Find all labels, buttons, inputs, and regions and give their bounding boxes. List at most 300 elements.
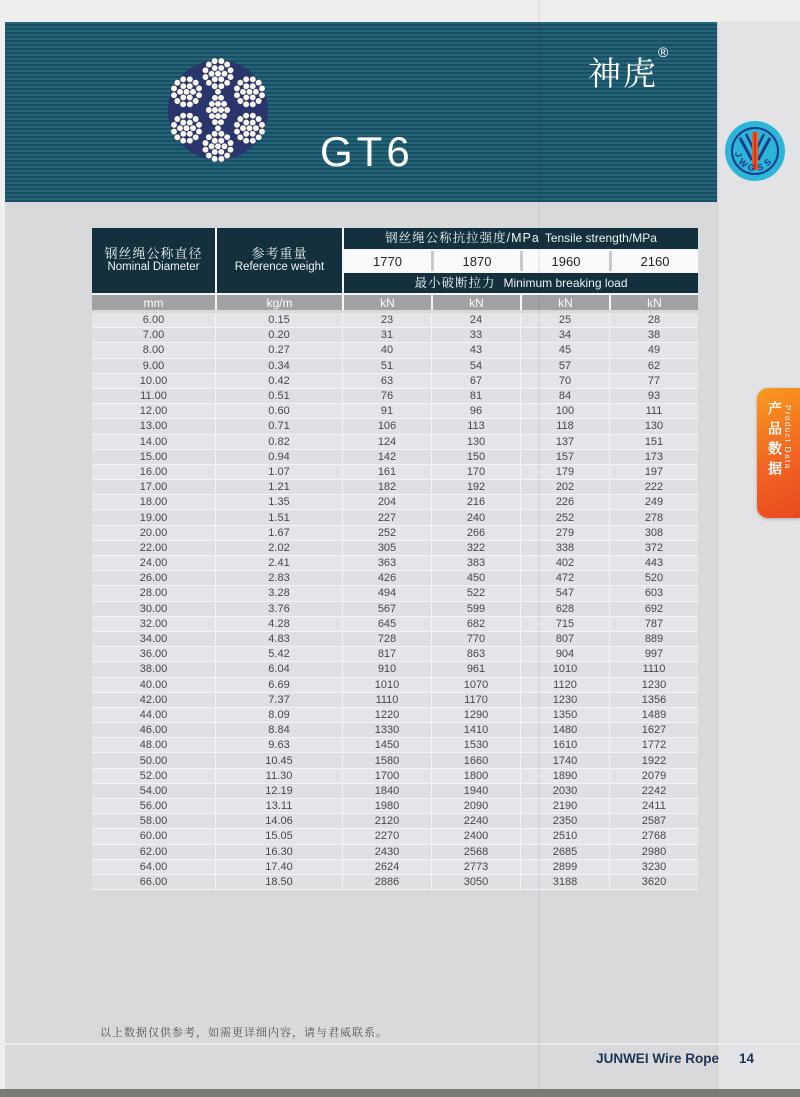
table-cell: 2430 (342, 845, 431, 859)
table-cell: 57 (520, 359, 609, 373)
table-cell: 56.00 (139, 800, 168, 813)
table-cell: 249 (609, 495, 698, 509)
table-cell: 17.40 (215, 860, 342, 874)
table-cell: 44.00 (139, 708, 168, 721)
table-cell: 0.20 (215, 328, 342, 342)
unit-kn-1: kN (342, 295, 431, 310)
table-cell: 4.83 (215, 632, 342, 646)
table-row (92, 602, 698, 617)
tab-label-en: Product Data (783, 405, 792, 470)
table-cell: 64.00 (139, 860, 168, 873)
table-cell: 472 (520, 571, 609, 585)
svg-text:S: S (761, 156, 774, 168)
table-cell: 26.00 (139, 572, 168, 585)
table-cell: 9.00 (142, 359, 165, 372)
table-cell: 3230 (609, 860, 698, 874)
table-cell: 692 (609, 602, 698, 616)
table-cell: 0.51 (215, 389, 342, 403)
table-cell: 11.00 (140, 390, 167, 403)
table-row (92, 465, 698, 480)
table-row (92, 586, 698, 601)
table-cell: 24.00 (139, 557, 168, 570)
table-row (92, 617, 698, 632)
table-body (92, 313, 698, 890)
table-row (92, 875, 698, 890)
table-cell: 151 (609, 435, 698, 449)
table-cell: 7.37 (215, 693, 342, 707)
table-cell: 67 (431, 374, 520, 388)
table-cell: 48.00 (139, 739, 168, 752)
product-code: GT6 (320, 128, 414, 175)
table-cell: 70 (520, 374, 609, 388)
table-cell: 6.69 (215, 678, 342, 692)
table-cell: 0.34 (215, 359, 342, 373)
table-cell: 1922 (609, 753, 698, 767)
table-cell: 1450 (342, 738, 431, 752)
table-cell: 14.00 (139, 435, 168, 448)
table-row (92, 359, 698, 374)
page-top-margin (0, 0, 800, 22)
table-row (92, 738, 698, 753)
table-cell: 2510 (520, 829, 609, 843)
table-cell: 2411 (609, 799, 698, 813)
table-cell: 113 (431, 419, 520, 433)
table-cell: 252 (342, 526, 431, 540)
table-row (92, 526, 698, 541)
table-cell: 1170 (431, 693, 520, 707)
company-logo-icon (724, 120, 786, 182)
brand-script: 神虎 (588, 55, 658, 92)
table-cell: 32.00 (139, 617, 168, 630)
table-cell: 12.00 (139, 405, 168, 418)
table-cell: 1330 (342, 723, 431, 737)
table-cell: 1580 (342, 753, 431, 767)
table-cell: 520 (609, 571, 698, 585)
table-cell: 54 (431, 359, 520, 373)
table-row (92, 419, 698, 434)
table-cell: 202 (520, 480, 609, 494)
table-cell: 62 (609, 359, 698, 373)
table-cell: 372 (609, 541, 698, 555)
table-cell: 150 (431, 450, 520, 464)
table-cell: 2587 (609, 814, 698, 828)
table-row (92, 845, 698, 860)
table-cell: 2685 (520, 845, 609, 859)
table-cell: 1.35 (215, 495, 342, 509)
table-cell: 19.00 (139, 511, 168, 524)
table-cell: 1660 (431, 753, 520, 767)
table-cell: 997 (609, 647, 698, 661)
table-cell: 106 (342, 419, 431, 433)
table-row (92, 860, 698, 875)
table-cell: 31 (342, 328, 431, 342)
table-row (92, 799, 698, 814)
table-cell: 2768 (609, 829, 698, 843)
table-cell: 2568 (431, 845, 520, 859)
table-cell: 443 (609, 556, 698, 570)
table-cell: 38.00 (139, 663, 168, 676)
header-reference-weight: 参考重量 Reference weight (215, 228, 342, 293)
page-right-margin (717, 22, 800, 1090)
table-cell: 817 (342, 647, 431, 661)
table-cell: 8.00 (142, 344, 165, 357)
table-cell: 226 (520, 495, 609, 509)
table-cell: 1.21 (215, 480, 342, 494)
table-cell: 0.60 (215, 404, 342, 418)
table-cell: 1530 (431, 738, 520, 752)
table-cell: 13.11 (215, 799, 342, 813)
table-cell: 8.09 (215, 708, 342, 722)
table-cell: 3188 (520, 875, 609, 889)
table-row (92, 313, 698, 328)
table-header (92, 228, 698, 310)
unit-kn-3: kN (520, 295, 609, 310)
table-cell: 2.83 (215, 571, 342, 585)
header-band (5, 22, 717, 202)
table-cell: 52.00 (139, 769, 168, 782)
table-cell: 40 (342, 343, 431, 357)
table-cell: 494 (342, 586, 431, 600)
table-cell: 161 (342, 465, 431, 479)
table-cell: 603 (609, 586, 698, 600)
table-row (92, 328, 698, 343)
table-cell: 567 (342, 602, 431, 616)
table-row (92, 693, 698, 708)
table-cell: 0.82 (215, 435, 342, 449)
table-row (92, 510, 698, 525)
table-cell: 3620 (609, 875, 698, 889)
table-cell: 30.00 (139, 602, 168, 615)
table-cell: 2.41 (215, 556, 342, 570)
table-cell: 0.15 (215, 313, 342, 327)
table-row (92, 450, 698, 465)
table-cell: 279 (520, 526, 609, 540)
table-cell: 170 (431, 465, 520, 479)
table-cell: 1010 (520, 662, 609, 676)
table-cell: 15.05 (215, 829, 342, 843)
table-cell: 1740 (520, 753, 609, 767)
table-cell: 2079 (609, 769, 698, 783)
table-cell: 42.00 (139, 693, 168, 706)
table-row (92, 389, 698, 404)
table-cell: 4.28 (215, 617, 342, 631)
table-cell: 904 (520, 647, 609, 661)
table-row (92, 647, 698, 662)
table-cell: 3.76 (215, 602, 342, 616)
table-cell: 278 (609, 510, 698, 524)
table-row (92, 708, 698, 723)
unit-mm: mm (92, 295, 215, 310)
table-cell: 728 (342, 632, 431, 646)
table-cell: 173 (609, 450, 698, 464)
footer-note: 以上数据仅供参考，如需更详细内容，请与君威联系。 (100, 1027, 388, 1039)
unit-kgm: kg/m (215, 295, 342, 310)
table-cell: 1627 (609, 723, 698, 737)
table-cell: 10.45 (215, 753, 342, 767)
table-cell: 51 (342, 359, 431, 373)
table-cell: 12.19 (215, 784, 342, 798)
table-cell: 1800 (431, 769, 520, 783)
table-row (92, 753, 698, 768)
scan-fold-line (538, 0, 540, 1089)
table-cell: 2400 (431, 829, 520, 843)
table-cell: 961 (431, 662, 520, 676)
table-cell: 137 (520, 435, 609, 449)
table-cell: 1220 (342, 708, 431, 722)
brand-name (588, 44, 668, 95)
table-cell: 16.30 (215, 845, 342, 859)
table-cell: 363 (342, 556, 431, 570)
table-cell: 81 (431, 389, 520, 403)
table-row (92, 829, 698, 844)
table-cell: 2773 (431, 860, 520, 874)
table-cell: 24 (431, 313, 520, 327)
table-cell: 84 (520, 389, 609, 403)
table-cell: 33 (431, 328, 520, 342)
header-minimum-breaking-load: 最小破断拉力 Minimum breaking load (342, 273, 698, 293)
table-cell: 118 (520, 419, 609, 433)
table-cell: 1070 (431, 678, 520, 692)
table-cell: 2886 (342, 875, 431, 889)
table-cell: 1980 (342, 799, 431, 813)
table-cell: 40.00 (139, 678, 168, 691)
table-cell: 25 (520, 313, 609, 327)
table-row (92, 678, 698, 693)
registered-trademark-icon: ® (658, 44, 669, 60)
table-cell: 15.00 (139, 450, 168, 463)
table-cell: 18.00 (139, 496, 168, 509)
table-cell: 2190 (520, 799, 609, 813)
table-cell: 91 (342, 404, 431, 418)
grade-1770: 1770 (342, 251, 431, 271)
table-cell: 599 (431, 602, 520, 616)
table-row (92, 556, 698, 571)
table-cell: 28.00 (139, 587, 168, 600)
table-row (92, 571, 698, 586)
header-tensile-strength: 钢丝绳公称抗拉强度/MPa Tensile strength/MPa (342, 228, 698, 249)
table-cell: 3.28 (215, 586, 342, 600)
table-row (92, 784, 698, 799)
svg-text:J: J (732, 151, 744, 159)
table-cell: 222 (609, 480, 698, 494)
table-cell: 1890 (520, 769, 609, 783)
table-cell: 9.63 (215, 738, 342, 752)
tab-label-cn: 产品数据 (767, 401, 783, 481)
grade-2160: 2160 (609, 251, 698, 271)
table-cell: 36.00 (139, 648, 168, 661)
table-cell: 2270 (342, 829, 431, 843)
table-cell: 58.00 (139, 815, 168, 828)
table-cell: 0.94 (215, 450, 342, 464)
header-nominal-diameter: 钢丝绳公称直径 Nominal Diameter (92, 228, 215, 293)
table-cell: 0.42 (215, 374, 342, 388)
table-cell: 7.00 (142, 329, 165, 342)
table-cell: 1.51 (215, 510, 342, 524)
table-row (92, 404, 698, 419)
table-cell: 402 (520, 556, 609, 570)
table-cell: 50.00 (139, 754, 168, 767)
table-cell: 1230 (520, 693, 609, 707)
table-cell: 5.42 (215, 647, 342, 661)
table-cell: 28 (609, 313, 698, 327)
table-cell: 157 (520, 450, 609, 464)
table-row (92, 480, 698, 495)
table-cell: 305 (342, 541, 431, 555)
footer-brand: JUNWEI Wire Rope (596, 1051, 719, 1066)
table-cell: 450 (431, 571, 520, 585)
table-row (92, 343, 698, 358)
table-cell: 46.00 (139, 724, 168, 737)
table-cell: 0.27 (215, 343, 342, 357)
table-cell: 1489 (609, 708, 698, 722)
table-cell: 63 (342, 374, 431, 388)
page-footer (596, 1051, 754, 1066)
table-cell: 682 (431, 617, 520, 631)
table-cell: 308 (609, 526, 698, 540)
table-cell: 1410 (431, 723, 520, 737)
table-cell: 2120 (342, 814, 431, 828)
table-cell: 23 (342, 313, 431, 327)
table-cell: 3050 (431, 875, 520, 889)
table-cell: 1290 (431, 708, 520, 722)
product-data-tab (757, 388, 800, 518)
table-row (92, 435, 698, 450)
table-cell: 49 (609, 343, 698, 357)
table-cell: 124 (342, 435, 431, 449)
table-cell: 338 (520, 541, 609, 555)
table-cell: 2624 (342, 860, 431, 874)
table-cell: 34 (520, 328, 609, 342)
table-cell: 426 (342, 571, 431, 585)
table-cell: 45 (520, 343, 609, 357)
table-cell: 2.02 (215, 541, 342, 555)
table-cell: 13.00 (139, 420, 168, 433)
table-cell: 60.00 (139, 830, 168, 843)
table-cell: 11.30 (215, 769, 342, 783)
table-cell: 142 (342, 450, 431, 464)
table-cell: 1480 (520, 723, 609, 737)
table-row (92, 723, 698, 738)
spec-table (92, 228, 698, 890)
unit-kn-4: kN (609, 295, 698, 310)
svg-text:G: G (746, 161, 756, 174)
grade-1870: 1870 (431, 251, 520, 271)
table-cell: 6.04 (215, 662, 342, 676)
table-cell: 1940 (431, 784, 520, 798)
table-row (92, 374, 698, 389)
table-cell: 2242 (609, 784, 698, 798)
table-row (92, 814, 698, 829)
table-row (92, 541, 698, 556)
table-cell: 204 (342, 495, 431, 509)
table-cell: 77 (609, 374, 698, 388)
table-cell: 322 (431, 541, 520, 555)
table-cell: 192 (431, 480, 520, 494)
table-row (92, 662, 698, 677)
table-cell: 1010 (342, 678, 431, 692)
table-cell: 1356 (609, 693, 698, 707)
table-cell: 889 (609, 632, 698, 646)
table-cell: 34.00 (139, 633, 168, 646)
table-cell: 1700 (342, 769, 431, 783)
table-cell: 96 (431, 404, 520, 418)
table-cell: 38 (609, 328, 698, 342)
table-cell: 1230 (609, 678, 698, 692)
table-cell: 0.71 (215, 419, 342, 433)
table-cell: 910 (342, 662, 431, 676)
table-cell: 807 (520, 632, 609, 646)
table-cell: 252 (520, 510, 609, 524)
table-cell: 1840 (342, 784, 431, 798)
table-cell: 17.00 (139, 481, 168, 494)
grade-1960: 1960 (520, 251, 609, 271)
table-cell: 20.00 (139, 526, 168, 539)
page-bottom-edge (0, 1089, 800, 1097)
table-cell: 100 (520, 404, 609, 418)
table-cell: 1610 (520, 738, 609, 752)
table-cell: 2030 (520, 784, 609, 798)
table-cell: 216 (431, 495, 520, 509)
table-cell: 2240 (431, 814, 520, 828)
table-cell: 1.67 (215, 526, 342, 540)
table-cell: 266 (431, 526, 520, 540)
table-cell: 54.00 (139, 784, 168, 797)
table-cell: 130 (431, 435, 520, 449)
wire-rope-cross-section-icon (162, 54, 274, 166)
table-cell: 93 (609, 389, 698, 403)
table-cell: 197 (609, 465, 698, 479)
table-row (92, 769, 698, 784)
unit-kn-2: kN (431, 295, 520, 310)
table-cell: 43 (431, 343, 520, 357)
table-cell: 2980 (609, 845, 698, 859)
table-cell: 787 (609, 617, 698, 631)
table-cell: 2350 (520, 814, 609, 828)
table-cell: 10.00 (139, 374, 168, 387)
table-row (92, 632, 698, 647)
table-cell: 66.00 (139, 876, 168, 889)
table-cell: 227 (342, 510, 431, 524)
table-cell: 130 (609, 419, 698, 433)
table-cell: 1110 (342, 693, 431, 707)
table-cell: 22.00 (139, 541, 168, 554)
table-cell: 628 (520, 602, 609, 616)
table-cell: 1.07 (215, 465, 342, 479)
table-cell: 62.00 (139, 845, 168, 858)
table-row (92, 495, 698, 510)
table-cell: 770 (431, 632, 520, 646)
page-number: 14 (738, 1051, 754, 1066)
table-cell: 863 (431, 647, 520, 661)
table-cell: 645 (342, 617, 431, 631)
table-cell: 18.50 (215, 875, 342, 889)
footer-divider (0, 1043, 800, 1045)
table-cell: 6.00 (142, 314, 165, 327)
svg-text:S: S (755, 161, 765, 173)
table-cell: 1120 (520, 678, 609, 692)
table-cell: 2090 (431, 799, 520, 813)
table-cell: 16.00 (139, 465, 168, 478)
table-cell: 76 (342, 389, 431, 403)
table-cell: 14.06 (215, 814, 342, 828)
table-cell: 1350 (520, 708, 609, 722)
table-cell: 182 (342, 480, 431, 494)
table-cell: 240 (431, 510, 520, 524)
table-cell: 383 (431, 556, 520, 570)
table-cell: 8.84 (215, 723, 342, 737)
svg-text:W: W (736, 156, 750, 170)
table-cell: 179 (520, 465, 609, 479)
